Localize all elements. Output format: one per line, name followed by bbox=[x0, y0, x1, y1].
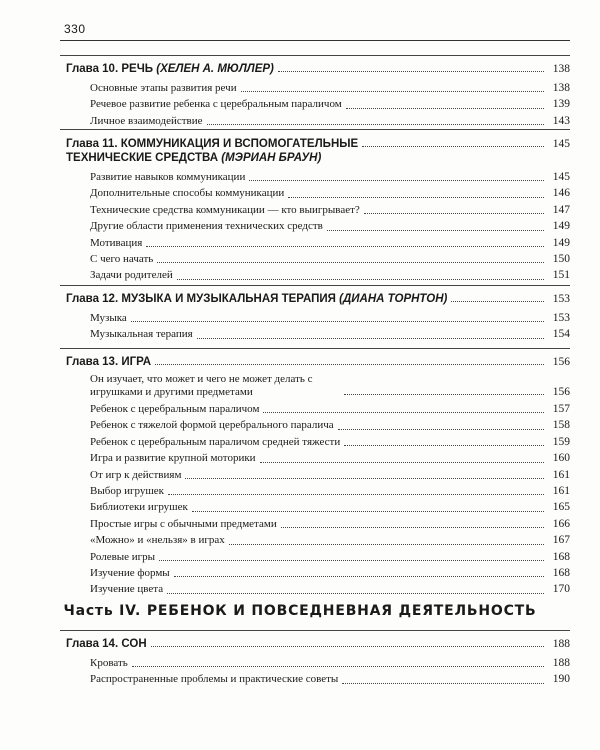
dot-leader bbox=[151, 646, 544, 647]
toc-entry[interactable]: Выбор игрушек 161 bbox=[90, 485, 570, 498]
chapter-page: 156 bbox=[552, 356, 570, 368]
toc-entry[interactable]: Музыкальная терапия 154 bbox=[90, 328, 570, 341]
toc-entry[interactable]: Кровать 188 bbox=[90, 657, 570, 669]
chapter-title: Глава 13. ИГРА bbox=[66, 356, 152, 368]
dot-leader bbox=[362, 146, 544, 147]
chapter-heading[interactable] bbox=[66, 637, 570, 651]
chapter-title: Глава 12. МУЗЫКА И МУЗЫКАЛЬНАЯ ТЕРАПИЯ (ДИАНА ТОРНТОН) bbox=[66, 293, 448, 305]
chapter-page: 138 bbox=[552, 63, 570, 75]
part-name: РЕБЕНОК И ПОВСЕДНЕВНАЯ ДЕЯТЕЛЬНОСТЬ bbox=[146, 603, 537, 619]
chapter-11-rule bbox=[60, 129, 570, 130]
toc-entry[interactable]: Изучение формы 168 bbox=[90, 567, 570, 580]
chapter-heading[interactable] bbox=[66, 137, 570, 165]
toc-entry[interactable]: Простые игры с обычными предметами 166 bbox=[90, 517, 570, 530]
chapter-13 bbox=[66, 355, 570, 598]
chapter-author: (ХЕЛЕН А. МЮЛЛЕР) bbox=[156, 63, 274, 75]
toc-entry[interactable]: Технические средства коммуникации — кто выигрывает? 147 bbox=[90, 203, 570, 216]
chapter-12-rule bbox=[60, 285, 570, 286]
chapter-heading[interactable] bbox=[66, 355, 570, 369]
page-number: 330 bbox=[64, 22, 86, 36]
chapter-title: Глава 10. РЕЧЬ (ХЕЛЕН А. МЮЛЛЕР) bbox=[66, 63, 274, 75]
chapter-title: Глава 11. КОММУНИКАЦИЯ И ВСПОМОГАТЕЛЬНЫЕ ТЕХНИЧЕСКИЕ СРЕДСТВА (МЭРИАН БРАУН) bbox=[66, 138, 359, 164]
toc-entry[interactable]: Ребенок с церебральным параличом средней тяжести 159 bbox=[90, 435, 570, 448]
toc-entry[interactable]: Ребенок с церебральным параличом 157 bbox=[90, 403, 570, 415]
part-title bbox=[0, 603, 600, 619]
toc-entry[interactable]: Музыка 153 bbox=[90, 312, 570, 324]
chapter-page: 145 bbox=[552, 138, 570, 150]
chapter-12 bbox=[66, 292, 570, 343]
dot-leader bbox=[278, 71, 544, 72]
chapter-page: 188 bbox=[552, 638, 570, 650]
toc-entry[interactable]: От игр к действиям 161 bbox=[90, 468, 570, 481]
chapter-14-rule bbox=[60, 630, 570, 631]
chapter-13-rule bbox=[60, 348, 570, 349]
chapter-11 bbox=[66, 137, 570, 284]
toc-entry[interactable]: Развитие навыков коммуникации 145 bbox=[90, 171, 570, 183]
toc-entry[interactable]: Ролевые игры 168 bbox=[90, 550, 570, 563]
dot-leader bbox=[451, 301, 544, 302]
chapter-10-rule bbox=[60, 55, 570, 56]
entry-list bbox=[90, 373, 570, 598]
toc-entry[interactable]: Игра и развитие крупной моторики 160 bbox=[90, 452, 570, 465]
chapter-author: (ДИАНА ТОРНТОН) bbox=[339, 293, 448, 305]
toc-entry[interactable]: Другие области применения технических средств 149 bbox=[90, 220, 570, 233]
chapter-title: Глава 14. СОН bbox=[66, 638, 147, 650]
toc-entry[interactable]: Библиотеки игрушек 165 bbox=[90, 501, 570, 514]
entry-list bbox=[90, 655, 570, 688]
toc-entry[interactable]: Распространенные проблемы и практические советы 190 bbox=[90, 673, 570, 686]
toc-entry[interactable]: Ребенок с тяжелой формой церебрального паралича 158 bbox=[90, 419, 570, 432]
chapter-heading[interactable] bbox=[66, 62, 570, 76]
chapter-page: 153 bbox=[552, 293, 570, 305]
part-label: Часть IV. bbox=[63, 603, 142, 619]
chapter-14 bbox=[66, 637, 570, 688]
toc-entry[interactable]: Он изучает, что может и чего не может делать с игрушками и другими предметами 156 bbox=[90, 373, 570, 398]
entry-list bbox=[90, 310, 570, 343]
entry-list bbox=[90, 169, 570, 284]
toc-entry[interactable]: Задачи родителей 151 bbox=[90, 269, 570, 282]
entry-list bbox=[90, 80, 570, 129]
toc-entry[interactable]: «Можно» и «нельзя» в играх 167 bbox=[90, 534, 570, 547]
toc-entry[interactable]: Личное взаимодействие 143 bbox=[90, 114, 570, 127]
chapter-10 bbox=[66, 62, 570, 129]
chapter-author: (МЭРИАН БРАУН) bbox=[221, 152, 322, 164]
chapter-heading[interactable] bbox=[66, 292, 570, 306]
toc-entry[interactable]: С чего начать 150 bbox=[90, 253, 570, 266]
dot-leader bbox=[155, 364, 544, 365]
toc-entry[interactable]: Дополнительные способы коммуникации 146 bbox=[90, 187, 570, 200]
toc-entry[interactable]: Речевое развитие ребенка с церебральным параличом 139 bbox=[90, 98, 570, 111]
toc-entry[interactable]: Мотивация 149 bbox=[90, 236, 570, 249]
toc-entry[interactable]: Изучение цвета 170 bbox=[90, 583, 570, 596]
toc-entry[interactable]: Основные этапы развития речи 138 bbox=[90, 82, 570, 94]
header-rule bbox=[60, 40, 570, 41]
